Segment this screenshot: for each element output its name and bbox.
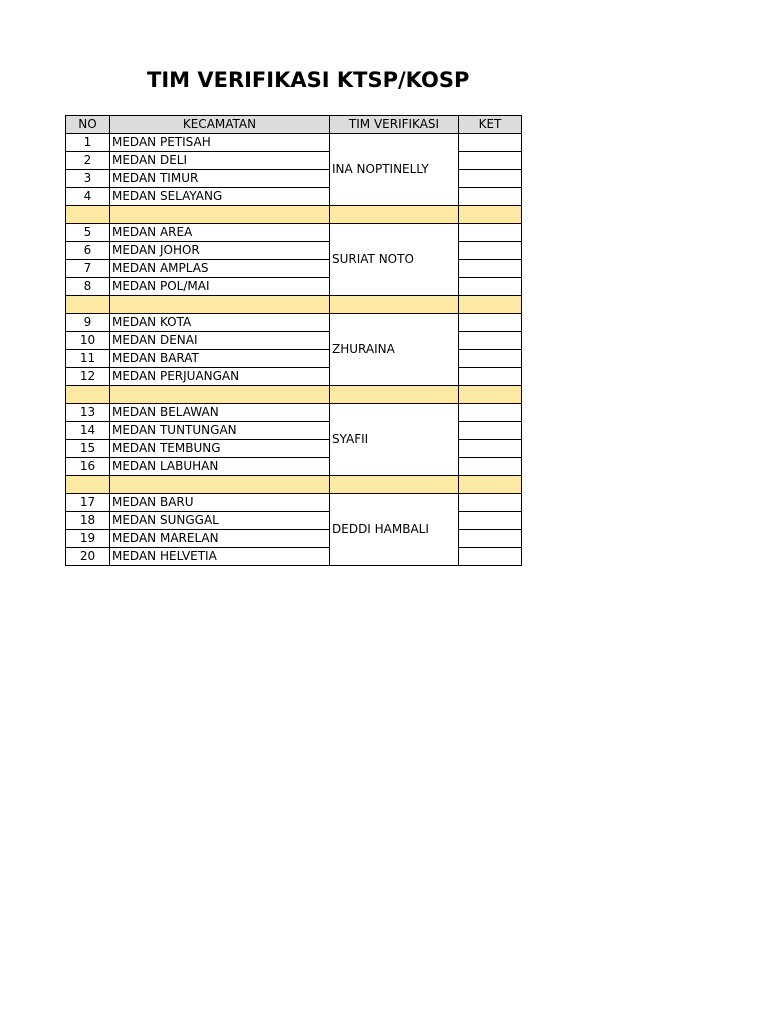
cell-tim-verifikasi: ZHURAINA: [330, 314, 459, 386]
cell-tim-verifikasi: DEDDI HAMBALI: [330, 494, 459, 566]
cell-ket: [459, 134, 522, 152]
cell-no: 4: [66, 188, 110, 206]
separator-cell: [110, 386, 330, 404]
separator-cell: [459, 386, 522, 404]
cell-kecamatan: MEDAN TEMBUNG: [110, 440, 330, 458]
cell-tim-verifikasi: INA NOPTINELLY: [330, 134, 459, 206]
cell-ket: [459, 404, 522, 422]
cell-ket: [459, 350, 522, 368]
cell-ket: [459, 224, 522, 242]
cell-no: 5: [66, 224, 110, 242]
cell-ket: [459, 188, 522, 206]
cell-ket: [459, 494, 522, 512]
cell-kecamatan: MEDAN BARU: [110, 494, 330, 512]
separator-cell: [110, 476, 330, 494]
cell-kecamatan: MEDAN AREA: [110, 224, 330, 242]
cell-kecamatan: MEDAN PERJUANGAN: [110, 368, 330, 386]
cell-tim-verifikasi: SURIAT NOTO: [330, 224, 459, 296]
separator-cell: [66, 476, 110, 494]
cell-kecamatan: MEDAN MARELAN: [110, 530, 330, 548]
cell-ket: [459, 368, 522, 386]
cell-no: 15: [66, 440, 110, 458]
cell-kecamatan: MEDAN BARAT: [110, 350, 330, 368]
cell-kecamatan: MEDAN KOTA: [110, 314, 330, 332]
separator-cell: [459, 476, 522, 494]
cell-no: 14: [66, 422, 110, 440]
cell-no: 1: [66, 134, 110, 152]
cell-no: 16: [66, 458, 110, 476]
cell-ket: [459, 314, 522, 332]
cell-kecamatan: MEDAN LABUHAN: [110, 458, 330, 476]
cell-no: 18: [66, 512, 110, 530]
table-header-row: [66, 116, 522, 134]
separator-cell: [459, 206, 522, 224]
cell-no: 10: [66, 332, 110, 350]
cell-no: 20: [66, 548, 110, 566]
separator-cell: [66, 386, 110, 404]
page-title: TIM VERIFIKASI KTSP/KOSP: [147, 68, 470, 92]
cell-no: 7: [66, 260, 110, 278]
header-no: NO: [66, 116, 110, 134]
cell-ket: [459, 548, 522, 566]
cell-no: 19: [66, 530, 110, 548]
cell-ket: [459, 260, 522, 278]
cell-ket: [459, 440, 522, 458]
separator-cell: [330, 386, 459, 404]
verification-table: [65, 115, 522, 566]
cell-kecamatan: MEDAN BELAWAN: [110, 404, 330, 422]
separator-cell: [330, 476, 459, 494]
separator-cell: [459, 296, 522, 314]
separator-cell: [330, 206, 459, 224]
separator-cell: [66, 206, 110, 224]
cell-ket: [459, 242, 522, 260]
header-tim-verifikasi: TIM VERIFIKASI: [330, 116, 459, 134]
cell-ket: [459, 278, 522, 296]
header-kecamatan: KECAMATAN: [110, 116, 330, 134]
cell-ket: [459, 152, 522, 170]
cell-no: 13: [66, 404, 110, 422]
cell-no: 8: [66, 278, 110, 296]
cell-kecamatan: MEDAN AMPLAS: [110, 260, 330, 278]
cell-no: 2: [66, 152, 110, 170]
table-row: [66, 404, 522, 422]
table-row: [66, 314, 522, 332]
cell-ket: [459, 422, 522, 440]
table-row: [66, 134, 522, 152]
cell-ket: [459, 170, 522, 188]
cell-no: 9: [66, 314, 110, 332]
cell-kecamatan: MEDAN POL/MAI: [110, 278, 330, 296]
table-row: [66, 494, 522, 512]
table-body: [66, 134, 522, 566]
table-row: [66, 224, 522, 242]
separator-cell: [66, 296, 110, 314]
cell-kecamatan: MEDAN SUNGGAL: [110, 512, 330, 530]
cell-ket: [459, 458, 522, 476]
separator-cell: [110, 296, 330, 314]
cell-kecamatan: MEDAN DENAI: [110, 332, 330, 350]
cell-kecamatan: MEDAN TUNTUNGAN: [110, 422, 330, 440]
cell-kecamatan: MEDAN TIMUR: [110, 170, 330, 188]
separator-row: [66, 296, 522, 314]
separator-row: [66, 206, 522, 224]
separator-row: [66, 386, 522, 404]
cell-ket: [459, 530, 522, 548]
cell-kecamatan: MEDAN DELI: [110, 152, 330, 170]
header-ket: KET: [459, 116, 522, 134]
cell-ket: [459, 332, 522, 350]
cell-kecamatan: MEDAN PETISAH: [110, 134, 330, 152]
separator-cell: [330, 296, 459, 314]
cell-no: 3: [66, 170, 110, 188]
cell-tim-verifikasi: SYAFII: [330, 404, 459, 476]
cell-kecamatan: MEDAN SELAYANG: [110, 188, 330, 206]
separator-row: [66, 476, 522, 494]
cell-no: 12: [66, 368, 110, 386]
separator-cell: [110, 206, 330, 224]
cell-no: 6: [66, 242, 110, 260]
cell-no: 17: [66, 494, 110, 512]
cell-no: 11: [66, 350, 110, 368]
cell-kecamatan: MEDAN HELVETIA: [110, 548, 330, 566]
cell-kecamatan: MEDAN JOHOR: [110, 242, 330, 260]
cell-ket: [459, 512, 522, 530]
